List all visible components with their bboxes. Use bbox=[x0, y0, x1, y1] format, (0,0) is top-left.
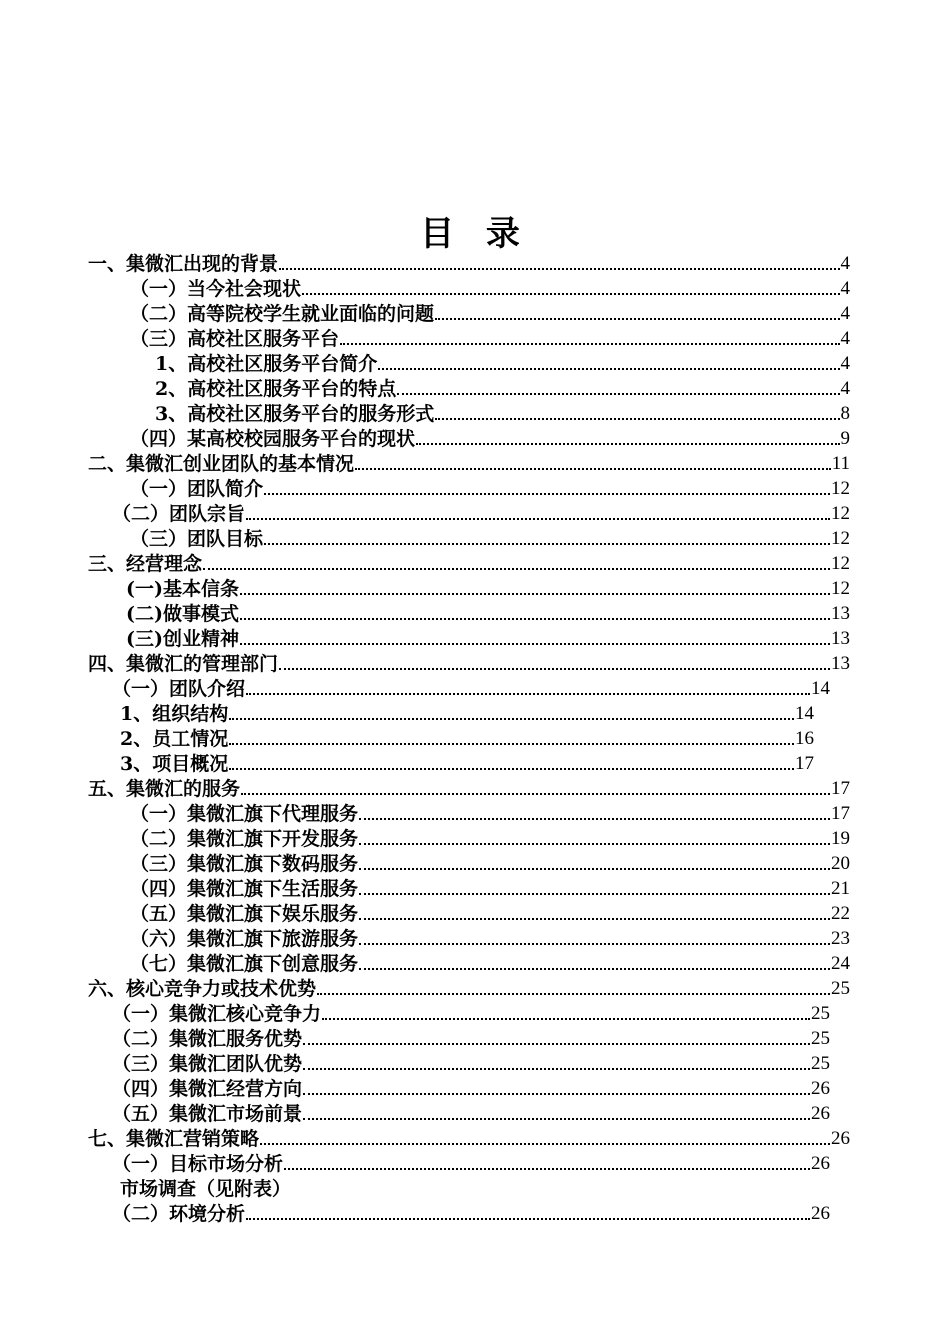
toc-entry[interactable]: (一)基本信条 12 bbox=[126, 578, 850, 600]
toc-entry[interactable]: 2、高校社区服务平台的特点 4 bbox=[155, 378, 850, 400]
toc-entry[interactable]: （三）团队目标 12 bbox=[130, 528, 850, 550]
leader-dots bbox=[359, 868, 830, 870]
toc-entry-plain[interactable]: 市场调查（见附表） bbox=[120, 1178, 292, 1200]
leader-dots bbox=[246, 1218, 810, 1220]
toc-title: 目 录 bbox=[420, 214, 530, 254]
leader-dots bbox=[229, 768, 794, 770]
toc-entry[interactable]: 二、集微汇创业团队的基本情况 11 bbox=[88, 453, 850, 475]
toc-entry[interactable]: （三）高校社区服务平台 4 bbox=[130, 328, 850, 350]
toc-entry[interactable]: 三、经营理念 12 bbox=[88, 553, 850, 575]
leader-dots bbox=[303, 1068, 810, 1070]
toc-entry[interactable]: （三）集微汇团队优势 25 bbox=[112, 1053, 830, 1075]
leader-dots bbox=[264, 543, 830, 545]
toc-entry[interactable]: （六）集微汇旗下旅游服务 23 bbox=[130, 928, 850, 950]
leader-dots bbox=[264, 493, 830, 495]
toc-entry[interactable]: （七）集微汇旗下创意服务 24 bbox=[130, 953, 850, 975]
toc-entry[interactable]: （四）集微汇经营方向 26 bbox=[112, 1078, 830, 1100]
toc-entry[interactable]: 1、高校社区服务平台简介 4 bbox=[155, 353, 850, 375]
leader-dots bbox=[240, 643, 830, 645]
leader-dots bbox=[260, 1143, 830, 1145]
leader-dots bbox=[435, 418, 839, 420]
toc-entry[interactable]: 3、项目概况 17 bbox=[120, 753, 814, 775]
toc-entry[interactable]: 2、员工情况 16 bbox=[120, 728, 814, 750]
toc-entry[interactable]: 七、集微汇营销策略 26 bbox=[88, 1128, 850, 1150]
toc-entry[interactable]: （二）高等院校学生就业面临的问题 4 bbox=[130, 303, 850, 325]
toc-entry[interactable]: （二）集微汇旗下开发服务 19 bbox=[130, 828, 850, 850]
leader-dots bbox=[203, 568, 830, 570]
toc-entry[interactable]: （一）集微汇核心竞争力 25 bbox=[112, 1003, 830, 1025]
toc-entry[interactable]: （三）集微汇旗下数码服务 20 bbox=[130, 853, 850, 875]
leader-dots bbox=[246, 518, 830, 520]
leader-dots bbox=[359, 968, 830, 970]
leader-dots bbox=[240, 618, 830, 620]
leader-dots bbox=[416, 443, 839, 445]
leader-dots bbox=[303, 1093, 810, 1095]
leader-dots bbox=[302, 293, 839, 295]
leader-dots bbox=[397, 393, 839, 395]
toc-entry[interactable]: （一）团队介绍 14 bbox=[112, 678, 830, 700]
toc-entry[interactable]: （二）环境分析 26 bbox=[112, 1203, 830, 1225]
leader-dots bbox=[359, 943, 830, 945]
toc-entry[interactable]: （一）集微汇旗下代理服务 17 bbox=[130, 803, 850, 825]
toc-entry[interactable]: 六、核心竞争力或技术优势 25 bbox=[88, 978, 850, 1000]
toc-entry[interactable]: （五）集微汇旗下娱乐服务 22 bbox=[130, 903, 850, 925]
leader-dots bbox=[378, 368, 839, 370]
leader-dots bbox=[317, 993, 830, 995]
toc-entry[interactable]: （一）目标市场分析 26 bbox=[112, 1153, 830, 1175]
leader-dots bbox=[359, 818, 830, 820]
toc-entry[interactable]: 3、高校社区服务平台的服务形式 8 bbox=[155, 403, 850, 425]
leader-dots bbox=[359, 918, 830, 920]
toc-entry[interactable]: (二)做事模式 13 bbox=[126, 603, 850, 625]
leader-dots bbox=[340, 343, 839, 345]
leader-dots bbox=[284, 1168, 810, 1170]
toc-entry[interactable]: （二）团队宗旨 12 bbox=[112, 503, 850, 525]
leader-dots bbox=[279, 668, 830, 670]
toc-entry[interactable]: 五、集微汇的服务 17 bbox=[88, 778, 850, 800]
leader-dots bbox=[359, 893, 830, 895]
leader-dots bbox=[435, 318, 839, 320]
toc-entry[interactable]: （五）集微汇市场前景 26 bbox=[112, 1103, 830, 1125]
leader-dots bbox=[303, 1118, 810, 1120]
leader-dots bbox=[229, 743, 794, 745]
toc-entry[interactable]: （一）当今社会现状 4 bbox=[130, 278, 850, 300]
toc-entry[interactable]: 1、组织结构 14 bbox=[120, 703, 814, 725]
leader-dots bbox=[359, 843, 830, 845]
toc-entry[interactable]: 四、集微汇的管理部门 13 bbox=[88, 653, 850, 675]
leader-dots bbox=[355, 468, 831, 470]
toc-entry[interactable]: (三)创业精神 13 bbox=[126, 628, 850, 650]
toc-entry[interactable]: （四）某高校校园服务平台的现状 9 bbox=[130, 428, 850, 450]
leader-dots bbox=[322, 1018, 810, 1020]
toc-entry[interactable]: （四）集微汇旗下生活服务 21 bbox=[130, 878, 850, 900]
toc-entry[interactable]: （一）团队简介 12 bbox=[130, 478, 850, 500]
leader-dots bbox=[229, 718, 794, 720]
leader-dots bbox=[246, 693, 810, 695]
leader-dots bbox=[303, 1043, 810, 1045]
toc-entry[interactable]: （二）集微汇服务优势 25 bbox=[112, 1028, 830, 1050]
leader-dots bbox=[241, 793, 830, 795]
leader-dots bbox=[279, 268, 839, 270]
leader-dots bbox=[240, 593, 830, 595]
toc-entry[interactable]: 一、集微汇出现的背景 4 bbox=[88, 253, 850, 275]
